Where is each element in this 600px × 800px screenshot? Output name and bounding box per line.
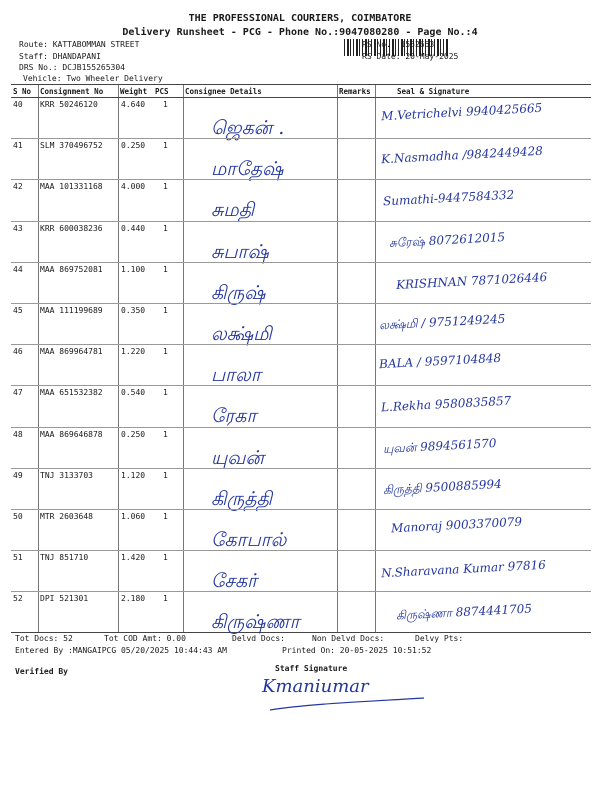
col-header-weight: Weight (120, 87, 148, 96)
row-consignee-handwriting: பாலா (211, 364, 261, 387)
row-consignment-number: KRR 600038236 (40, 223, 103, 233)
staff-signature-underline (268, 684, 428, 714)
row-seal-signature: BALA / 9597104848 (378, 351, 502, 372)
row-weight: 0.250 (121, 429, 146, 439)
delivered-docs: Delvd Docs: (232, 634, 285, 643)
row-serial-number: 49 (13, 470, 23, 480)
row-weight: 4.000 (121, 182, 146, 192)
row-consignee-handwriting: கிருத்தி (211, 487, 273, 510)
row-consignment-number: TNJ 3133703 (40, 470, 93, 480)
row-consignment-number: MAA 869646878 (40, 429, 103, 439)
row-pieces: 1 (163, 100, 168, 109)
row-serial-number: 46 (13, 347, 23, 357)
row-seal-signature: K.Nasmadha /9842449428 (380, 143, 544, 167)
row-consignee-handwriting: லக்ஷ்மி (211, 323, 272, 345)
verified-by-label: Verified By (15, 667, 68, 676)
row-weight: 1.060 (121, 512, 146, 521)
row-serial-number: 52 (13, 594, 23, 604)
row-pieces: 1 (163, 141, 168, 151)
row-consignee-handwriting: சுபாஷ் (211, 240, 269, 263)
col-header-seal-signature: Seal & Signature (397, 87, 470, 96)
col-header-pcs: PCS (155, 87, 169, 96)
row-weight: 0.440 (121, 223, 146, 233)
row-seal-signature: கிருத்தி 9500885994 (382, 476, 502, 497)
row-consignment-number: DPI 521301 (40, 594, 89, 604)
row-seal-signature: சுரேஷ் 8072612015 (388, 229, 506, 250)
staff-signature-handwriting: Kmaniumar (262, 676, 369, 697)
runsheet-table (11, 84, 591, 633)
rs-date: RS Date: 20-May-2025 (362, 52, 459, 61)
row-seal-signature: KRISHNAN 7871026446 (395, 269, 548, 292)
row-serial-number: 40 (13, 100, 23, 109)
col-header-remarks: Remarks (339, 87, 371, 96)
row-pieces: 1 (163, 264, 168, 274)
rs-number: RS No.: 1552653 (362, 40, 435, 49)
row-consignee-handwriting: கோபால் (211, 529, 287, 551)
non-delivered-docs: Non Delvd Docs: (312, 634, 385, 643)
staff-signature-label: Staff Signature (275, 664, 348, 673)
row-seal-signature: யுவன் 9894561570 (382, 435, 497, 456)
row-pieces: 1 (163, 388, 168, 398)
row-pieces: 1 (163, 594, 168, 604)
row-consignee-handwriting: கிருஷ் (211, 281, 266, 304)
row-pieces: 1 (163, 512, 168, 521)
row-serial-number: 50 (13, 512, 23, 521)
vehicle-label: Vehicle: Two Wheeler Delivery (23, 74, 163, 83)
row-pieces: 1 (163, 306, 168, 315)
row-weight: 0.250 (121, 141, 146, 151)
row-serial-number: 47 (13, 388, 23, 398)
col-header-sno: S No (13, 87, 32, 96)
row-consignee-handwriting: சுமதி (211, 199, 255, 222)
row-seal-signature: M.Vetrichelvi 9940425665 (380, 100, 543, 124)
row-weight: 4.640 (121, 100, 146, 109)
document-subtitle: Delivery Runsheet - PCG - Phone No.:9047080280 - Page No.:4 (122, 27, 478, 38)
row-consignment-number: TNJ 851710 (40, 553, 89, 563)
row-serial-number: 44 (13, 264, 23, 274)
row-consignment-number: MAA 101331168 (40, 182, 103, 192)
row-serial-number: 43 (13, 223, 23, 233)
row-serial-number: 42 (13, 182, 23, 192)
printed-on: Printed On: 20-05-2025 10:51:52 (282, 646, 432, 655)
row-consignee-handwriting: யுவன் (211, 446, 264, 469)
row-weight: 1.420 (121, 553, 146, 563)
entered-by: Entered By :MANGAIPCG 05/20/2025 10:44:43 AM (15, 646, 227, 655)
row-pieces: 1 (163, 347, 168, 357)
row-seal-signature: L.Rekha 9580835857 (380, 393, 512, 415)
row-consignee-handwriting: சேகர் (211, 570, 258, 593)
document-title: THE PROFESSIONAL COURIERS, COIMBATORE (188, 13, 412, 24)
row-serial-number: 51 (13, 553, 23, 563)
staff-label: Staff: DHANDAPANI (19, 52, 101, 61)
row-pieces: 1 (163, 429, 168, 439)
row-serial-number: 45 (13, 306, 23, 315)
row-seal-signature: N.Sharavana Kumar 97816 (380, 557, 547, 581)
row-consignment-number: MTR 2603648 (40, 512, 93, 521)
delivery-points: Delvy Pts: (415, 634, 464, 643)
row-consignment-number: KRR 50246120 (40, 100, 98, 109)
row-seal-signature: லக்ஷ்மி / 9751249245 (378, 311, 506, 333)
col-header-consignee: Consignee Details (185, 87, 262, 96)
row-consignment-number: MAA 869964781 (40, 347, 103, 357)
row-consignment-number: MAA 869752081 (40, 264, 103, 274)
row-weight: 1.100 (121, 264, 146, 274)
row-weight: 0.540 (121, 388, 146, 398)
row-consignee-handwriting: ஜெகன் . (211, 117, 285, 139)
row-weight: 0.350 (121, 306, 146, 315)
row-weight: 2.180 (121, 594, 146, 604)
row-consignment-number: MAA 111199689 (40, 306, 103, 315)
col-header-consignment: Consignment No (40, 87, 104, 96)
row-consignee-handwriting: ரேகா (211, 405, 257, 428)
row-weight: 1.120 (121, 470, 146, 480)
row-pieces: 1 (163, 223, 168, 233)
row-serial-number: 41 (13, 141, 23, 151)
row-seal-signature: Manoraj 9003370079 (390, 514, 523, 536)
drs-number: DRS No.: DCJB155265304 (19, 63, 125, 72)
total-docs: Tot Docs: 52 (15, 634, 73, 643)
row-weight: 1.220 (121, 347, 146, 357)
row-serial-number: 48 (13, 429, 23, 439)
total-cod-amount: Tot COD Amt: 0.00 (104, 634, 186, 643)
row-seal-signature: கிருஷ்ணா 8874441705 (395, 601, 533, 623)
row-pieces: 1 (163, 553, 168, 563)
row-pieces: 1 (163, 470, 168, 480)
row-consignee-handwriting: கிருஷ்ணா (211, 611, 300, 634)
row-seal-signature: Sumathi-9447584332 (382, 187, 515, 209)
row-consignment-number: MAA 651532382 (40, 388, 103, 398)
route-label: Route: KATTABOMMAN STREET (19, 40, 140, 49)
row-consignee-handwriting: மாதேஷ் (211, 158, 284, 181)
row-consignment-number: SLM 370496752 (40, 141, 103, 151)
row-pieces: 1 (163, 182, 168, 192)
